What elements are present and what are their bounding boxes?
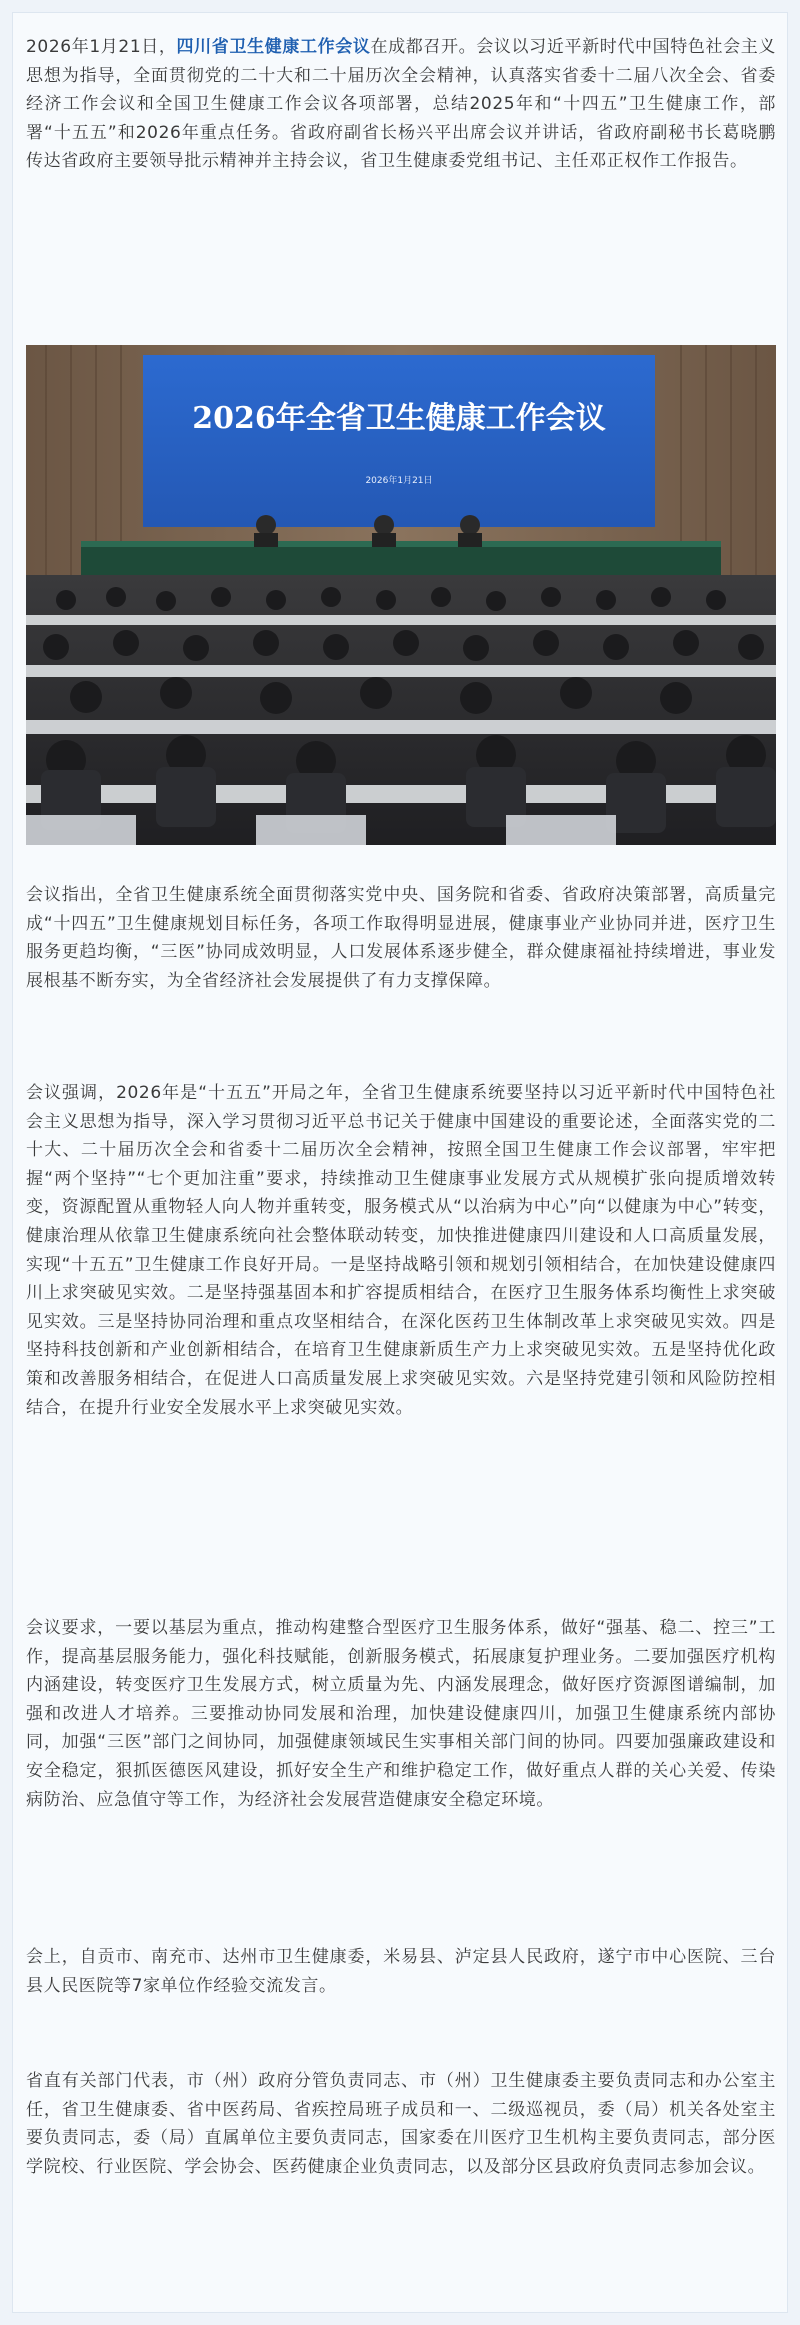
paragraph-speakers: 会上，自贡市、南充市、达州市卫生健康委，米易县、泸定县人民政府，遂宁市中心医院、三台县人民医院等7家单位作经验交流发言。 bbox=[26, 1947, 776, 1996]
paragraph-requirements: 会议要求，一要以基层为重点，推动构建整合型医疗卫生服务体系，做好“强基、稳二、控三”工作，提高基层服务能力，强化科技赋能，创新服务模式，拓展康复护理业务。二要加强医疗机构内涵建设，转变医疗卫生发展方式，树立质量为先、内涵发展理念，做好医疗资源图谱编制，加强和改进人才培养。三要推动协同发展和治理，加快建设健康四川，加强卫生健康系统内部协同，加强“三医”部门之间协同，加强健康领域民生实事相关部门间的协同。四要加强廉政建设和安全稳定，狠抓医德医风建设，抓好安全生产和维护稳定工作，做好重点人群的关心关爱、传染病防治、应急值守等工作，为经济社会发展营造健康安全稳定环境。 bbox=[26, 1618, 776, 1810]
intro-body: 在成都召开。会议以习近平新时代中国特色社会主义思想为指导，全面贯彻党的二十大和二十届历次全会精神，认真落实省委十二届八次全会、省委经济工作会议和全国卫生健康工作会议各项部署，总结2025年和“十四五”卫生健康工作，部署“十五五”和2026年重点任务。省政府副省长杨兴平出席会议并讲话，省政府副秘书长葛晓鹏传达省政府主要领导批示精神并主持会议，省卫生健康委党组书记、主任邓正权作工作报告。 bbox=[26, 37, 776, 172]
screen-date: 2026年1月21日 bbox=[365, 476, 433, 486]
intro-date: 2026年1月21日， bbox=[26, 37, 177, 57]
paragraph-emphasis: 会议强调，2026年是“十五五”开局之年，全省卫生健康系统要坚持以习近平新时代中国特色社会主义思想为指导，深入学习贯彻习近平总书记关于健康中国建设的重要论述，全面落实党的二十大、二十届历次全会和省委十二届历次全会精神，按照全国卫生健康工作会议部署，牢牢把握“两个坚持”“七个更加注重”要求，持续推动卫生健康事业发展方式从规模扩张向提质增效转变，资源配置从重物轻人向人物并重转变，服务模式从“以治病为中心”向“以健康为中心”转变，健康治理从依靠卫生健康系统向社会整体联动转变，加快推进健康四川建设和人口高质量发展，实现“十五五”卫生健康工作良好开局。一是坚持战略引领和规划引领相结合，在加快建设健康四川上求突破见实效。二是坚持强基固本和扩容提质相结合，在医疗卫生服务体系均衡性上求突破见实效。三是坚持协同治理和重点攻坚相结合，在深化医药卫生体制改革上求突破见实效。四是坚持科技创新和产业创新相结合，在培育卫生健康新质生产力上求突破见实效。五是坚持优化政策和改善服务相结合，在促进人口高质量发展上求突破见实效。六是坚持党建引领和风险防控相结合，在提升行业安全发展水平上求突破见实效。 bbox=[26, 1083, 776, 1418]
article-page bbox=[12, 12, 788, 2313]
meeting-name-highlight: 四川省卫生健康工作会议 bbox=[176, 37, 371, 57]
meeting-photo bbox=[26, 345, 776, 845]
paragraph-attendees: 省直有关部门代表，市（州）政府分管负责同志、市（州）卫生健康委主要负责同志和办公室主任，省卫生健康委、省中医药局、省疾控局班子成员和一、二级巡视员，委（局）机关各处室主要负责同志，委（局）直属单位主要负责同志，国家委在川医疗卫生机构主要负责同志，部分医学院校、行业医院、学会协会、医药健康企业负责同志，以及部分区县政府负责同志参加会议。 bbox=[26, 2071, 776, 2177]
screen-title: 2026年全省卫生健康工作会议 bbox=[192, 401, 606, 436]
paragraph-intro bbox=[26, 33, 776, 176]
paragraph-summary: 会议指出，全省卫生健康系统全面贯彻落实党中央、国务院和省委、省政府决策部署，高质量完成“十四五”卫生健康规划目标任务，各项工作取得明显进展，健康事业产业协同并进，医疗卫生服务更趋均衡，“三医”协同成效明显，人口发展体系逐步健全，群众健康福祉持续增进，事业发展根基不断夯实，为全省经济社会发展提供了有力支撑保障。 bbox=[26, 885, 776, 991]
projection-screen bbox=[143, 355, 655, 527]
